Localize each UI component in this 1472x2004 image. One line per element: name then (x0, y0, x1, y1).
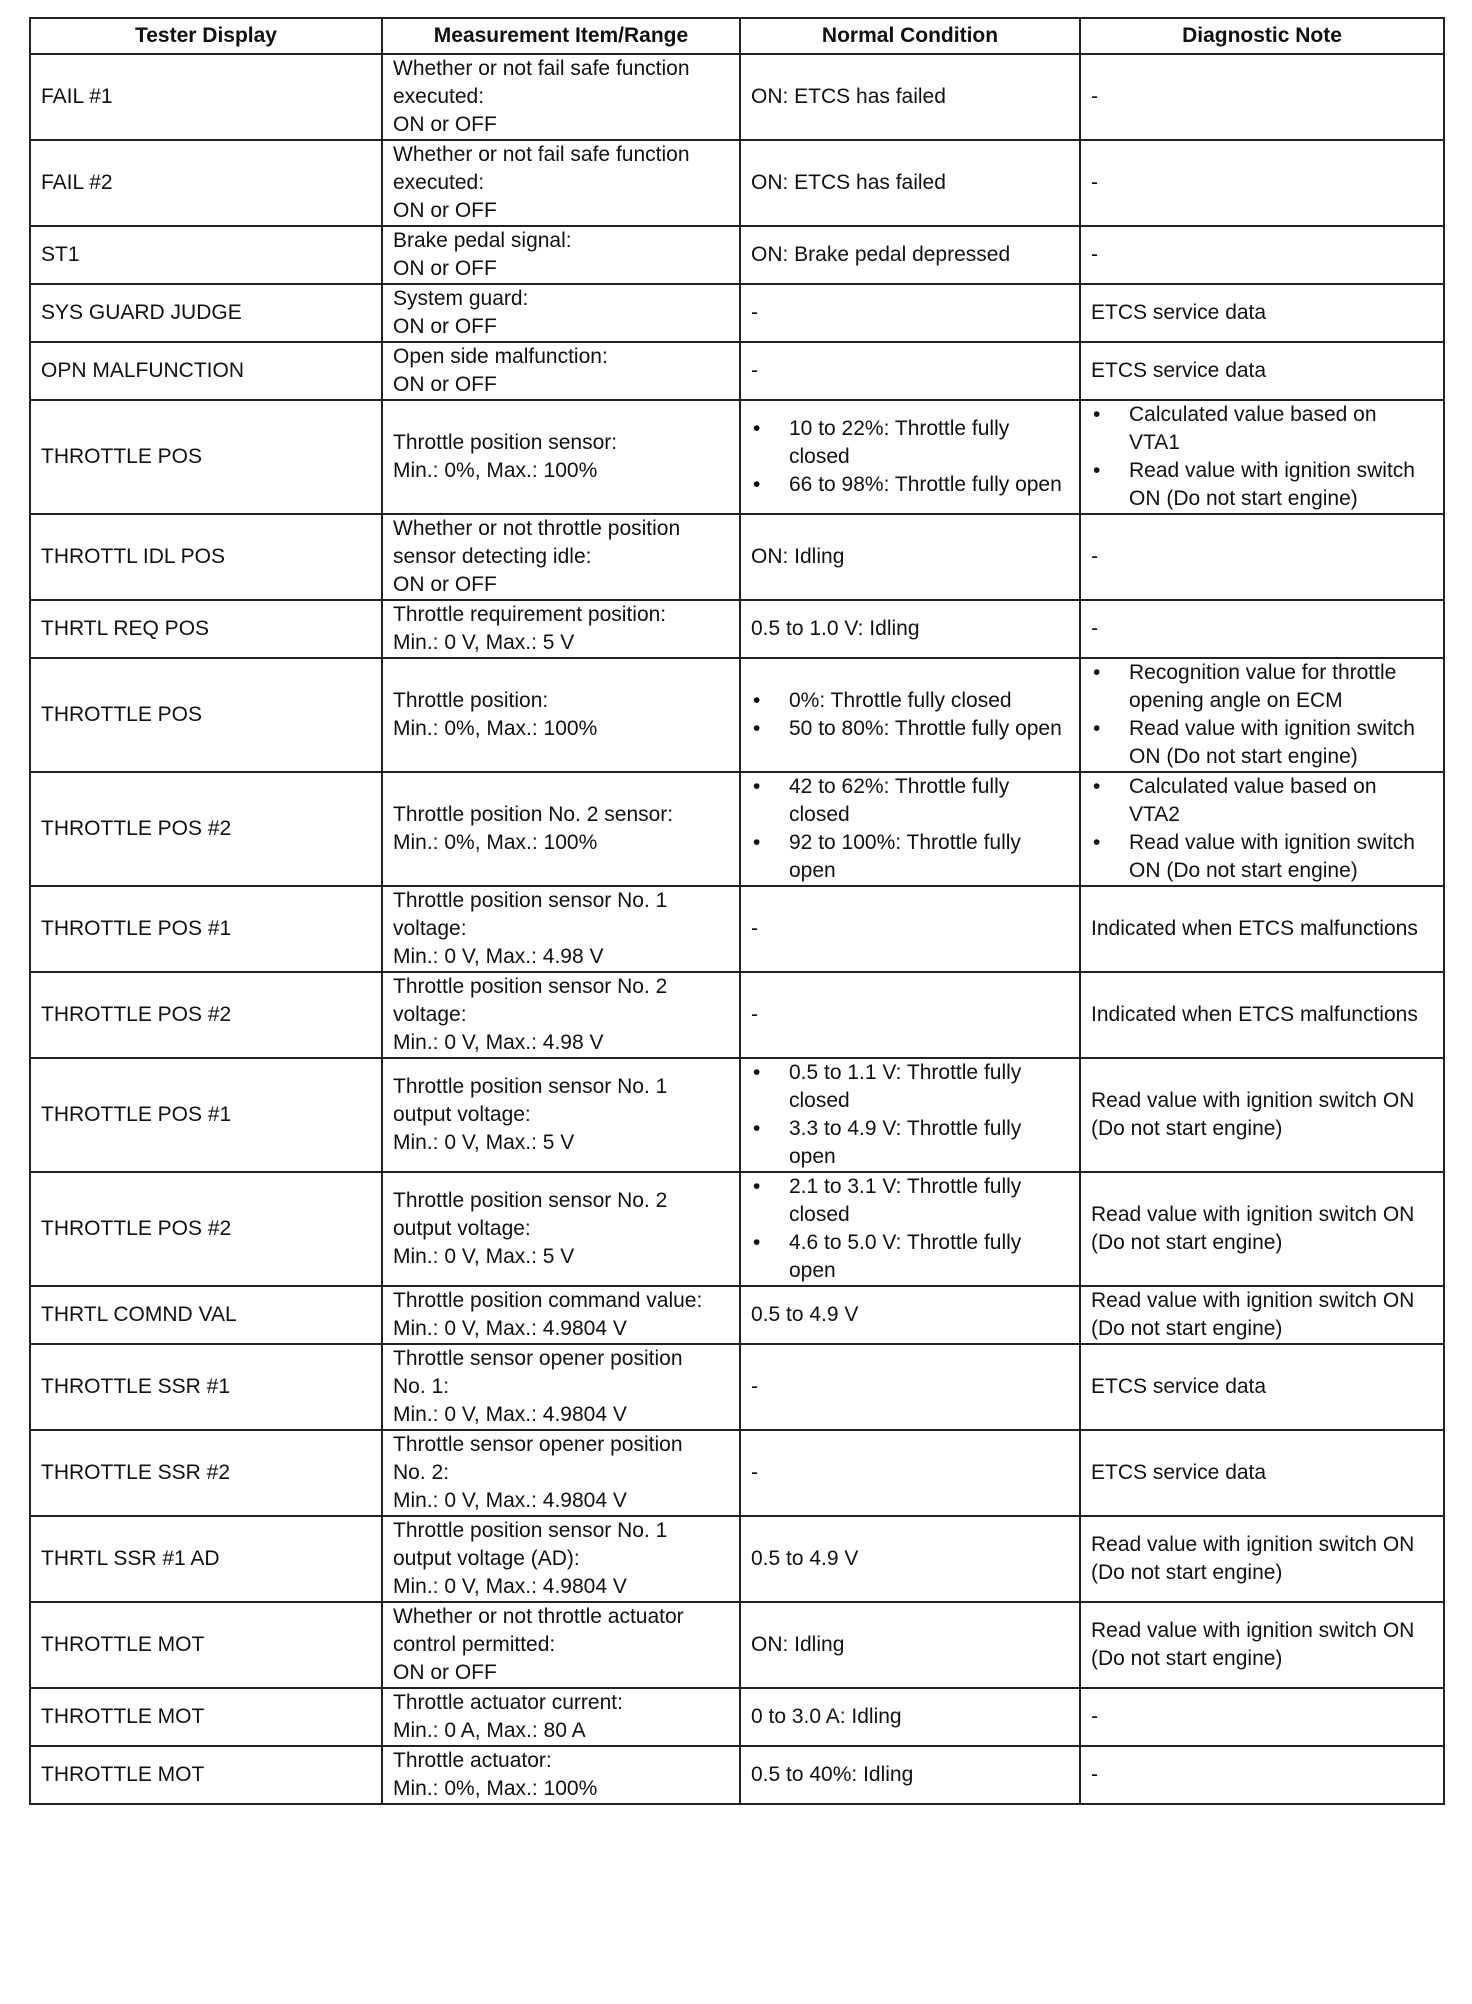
cell-line: Throttle position No. 2 sensor: (393, 803, 674, 826)
cell-line: Min.: 0 V, Max.: 4.98 V (393, 1031, 604, 1054)
cell-line: Whether or not fail safe function (393, 143, 690, 166)
normal-condition-cell: 0.5 to 40%: Idling (740, 1746, 1080, 1804)
measurement-cell (382, 886, 740, 972)
table-row (30, 886, 1444, 972)
bullet-item: • Read value with ignition switch ON (Do not start engine) (1091, 715, 1433, 771)
normal-condition-cell: ON: ETCS has failed (740, 140, 1080, 226)
bullet-list (1091, 659, 1433, 771)
bullet-item: • 42 to 62%: Throttle fully closed (751, 773, 1069, 829)
normal-condition-cell: - (740, 342, 1080, 400)
cell-line: voltage: (393, 1003, 467, 1026)
table-row (30, 1344, 1444, 1430)
bullet-list (751, 1173, 1069, 1285)
tester-display-cell: THRTL SSR #1 AD (30, 1516, 382, 1602)
normal-condition-cell: - (740, 972, 1080, 1058)
tester-display-cell: ST1 (30, 226, 382, 284)
cell-line: Open side malfunction: (393, 345, 608, 368)
table-row (30, 140, 1444, 226)
cell-line: Min.: 0 A, Max.: 80 A (393, 1719, 586, 1742)
table-row (30, 1746, 1444, 1804)
cell-line: output voltage: (393, 1103, 531, 1126)
measurement-cell (382, 1172, 740, 1286)
diagnostic-note-cell: ETCS service data (1080, 1344, 1444, 1430)
table-row (30, 658, 1444, 772)
table-row (30, 1602, 1444, 1688)
cell-line: Throttle position sensor No. 1 (393, 1075, 668, 1098)
measurement-cell (382, 972, 740, 1058)
normal-condition-cell: 0.5 to 4.9 V (740, 1516, 1080, 1602)
cell-line: Throttle position: (393, 689, 549, 712)
measurement-cell (382, 140, 740, 226)
measurement-cell (382, 54, 740, 140)
normal-condition-cell (740, 658, 1080, 772)
measurement-cell (382, 1430, 740, 1516)
cell-line: Whether or not throttle actuator (393, 1605, 684, 1628)
measurement-cell (382, 658, 740, 772)
cell-line: Min.: 0 V, Max.: 4.9804 V (393, 1575, 627, 1598)
cell-line: Throttle position sensor No. 1 (393, 1519, 668, 1542)
normal-condition-cell: - (740, 886, 1080, 972)
cell-line: Throttle actuator current: (393, 1691, 623, 1714)
cell-line: Whether or not throttle position (393, 517, 681, 540)
cell-line: No. 1: (393, 1375, 450, 1398)
bullet-item: • 2.1 to 3.1 V: Throttle fully closed (751, 1173, 1069, 1229)
tester-display-cell: THROTTLE POS (30, 400, 382, 514)
cell-line: Min.: 0 V, Max.: 4.9804 V (393, 1403, 627, 1426)
cell-line: voltage: (393, 917, 467, 940)
diagnostic-note-cell: - (1080, 1746, 1444, 1804)
measurement-cell (382, 342, 740, 400)
diagnostic-note-cell: - (1080, 1688, 1444, 1746)
cell-line: executed: (393, 85, 485, 108)
header-row (30, 18, 1444, 54)
tester-display-cell: THROTTLE POS #2 (30, 972, 382, 1058)
normal-condition-cell: ON: ETCS has failed (740, 54, 1080, 140)
cell-line: Throttle position sensor: (393, 431, 618, 454)
cell-line: Whether or not fail safe function (393, 57, 690, 80)
diagnostic-note-cell: ETCS service data (1080, 342, 1444, 400)
diagnostic-note-cell: Indicated when ETCS malfunctions (1080, 972, 1444, 1058)
tester-display-cell: THROTTLE POS #1 (30, 886, 382, 972)
tester-display-cell: FAIL #2 (30, 140, 382, 226)
tester-display-cell: THROTTLE POS (30, 658, 382, 772)
cell-line: ON or OFF (393, 1661, 497, 1684)
bullet-item: • 3.3 to 4.9 V: Throttle fully open (751, 1115, 1069, 1171)
cell-line: output voltage (AD): (393, 1547, 580, 1570)
bullet-item: • 4.6 to 5.0 V: Throttle fully open (751, 1229, 1069, 1285)
normal-condition-cell: ON: Idling (740, 1602, 1080, 1688)
diagnostic-note-cell: ETCS service data (1080, 1430, 1444, 1516)
bullet-list (751, 415, 1069, 499)
diagnostic-note-cell: - (1080, 54, 1444, 140)
diagnostic-note-cell: - (1080, 140, 1444, 226)
diagnostic-note-cell: - (1080, 226, 1444, 284)
cell-line: Min.: 0%, Max.: 100% (393, 459, 598, 482)
cell-line: Min.: 0%, Max.: 100% (393, 1777, 598, 1800)
cell-line: Throttle position sensor No. 2 (393, 975, 668, 998)
diagnostic-note-cell: Read value with ignition switch ON (Do not start engine) (1080, 1602, 1444, 1688)
cell-line: Throttle position command value: (393, 1289, 703, 1312)
table-row (30, 514, 1444, 600)
normal-condition-cell: 0.5 to 4.9 V (740, 1286, 1080, 1344)
header-diagnostic-note: Diagnostic Note (1080, 18, 1444, 54)
table-row (30, 772, 1444, 886)
cell-line: ON or OFF (393, 257, 497, 280)
bullet-item: • Read value with ignition switch ON (Do not start engine) (1091, 457, 1433, 513)
header-measurement-item: Measurement Item/Range (382, 18, 740, 54)
tester-display-cell: THRTL COMND VAL (30, 1286, 382, 1344)
tester-display-cell: THROTTLE MOT (30, 1688, 382, 1746)
cell-line: Throttle sensor opener position (393, 1433, 683, 1456)
diagnostic-note-cell (1080, 658, 1444, 772)
bullet-item: • 66 to 98%: Throttle fully open (751, 471, 1069, 499)
cell-line: sensor detecting idle: (393, 545, 592, 568)
tester-display-cell: THROTTL IDL POS (30, 514, 382, 600)
tester-display-cell: SYS GUARD JUDGE (30, 284, 382, 342)
cell-line: No. 2: (393, 1461, 450, 1484)
bullet-item: • 50 to 80%: Throttle fully open (751, 715, 1069, 743)
tester-display-cell: THROTTLE POS #1 (30, 1058, 382, 1172)
cell-line: Throttle position sensor No. 2 (393, 1189, 668, 1212)
table-row (30, 1430, 1444, 1516)
measurement-cell (382, 600, 740, 658)
cell-line: ON or OFF (393, 573, 497, 596)
table-row (30, 226, 1444, 284)
diagnostic-note-cell: Indicated when ETCS malfunctions (1080, 886, 1444, 972)
cell-line: Throttle sensor opener position (393, 1347, 683, 1370)
cell-line: control permitted: (393, 1633, 556, 1656)
cell-line: Min.: 0%, Max.: 100% (393, 717, 598, 740)
bullet-item: • Calculated value based on VTA1 (1091, 401, 1433, 457)
measurement-cell (382, 284, 740, 342)
normal-condition-cell: - (740, 1430, 1080, 1516)
normal-condition-cell (740, 1058, 1080, 1172)
table-row (30, 400, 1444, 514)
normal-condition-cell: - (740, 284, 1080, 342)
cell-line: System guard: (393, 287, 529, 310)
cell-line: Min.: 0 V, Max.: 4.9804 V (393, 1489, 627, 1512)
cell-line: Min.: 0 V, Max.: 5 V (393, 1245, 575, 1268)
measurement-cell (382, 226, 740, 284)
normal-condition-cell: ON: Idling (740, 514, 1080, 600)
bullet-item: • 0.5 to 1.1 V: Throttle fully closed (751, 1059, 1069, 1115)
cell-line: Min.: 0%, Max.: 100% (393, 831, 598, 854)
cell-line: ON or OFF (393, 199, 497, 222)
table-body (30, 54, 1444, 1804)
table-row (30, 972, 1444, 1058)
normal-condition-cell (740, 772, 1080, 886)
bullet-item: • 92 to 100%: Throttle fully open (751, 829, 1069, 885)
measurement-cell (382, 400, 740, 514)
diagnostic-note-cell (1080, 772, 1444, 886)
data-list-page (29, 17, 1443, 1805)
cell-line: Min.: 0 V, Max.: 5 V (393, 1131, 575, 1154)
tester-display-cell: THROTTLE MOT (30, 1746, 382, 1804)
diagnostic-note-cell: - (1080, 514, 1444, 600)
table-row (30, 1058, 1444, 1172)
table-row (30, 600, 1444, 658)
cell-line: output voltage: (393, 1217, 531, 1240)
table-row (30, 54, 1444, 140)
bullet-list (751, 773, 1069, 885)
cell-line: Throttle position sensor No. 1 (393, 889, 668, 912)
bullet-item: • Recognition value for throttle opening angle on ECM (1091, 659, 1433, 715)
diagnostic-note-cell: Read value with ignition switch ON (Do not start engine) (1080, 1286, 1444, 1344)
normal-condition-cell: ON: Brake pedal depressed (740, 226, 1080, 284)
cell-line: executed: (393, 171, 485, 194)
measurement-cell (382, 1602, 740, 1688)
table-row (30, 1286, 1444, 1344)
measurement-cell (382, 1746, 740, 1804)
bullet-item: • 10 to 22%: Throttle fully closed (751, 415, 1069, 471)
measurement-cell (382, 514, 740, 600)
cell-line: Throttle actuator: (393, 1749, 552, 1772)
data-list-table (29, 17, 1445, 1805)
diagnostic-note-cell: Read value with ignition switch ON (Do not start engine) (1080, 1172, 1444, 1286)
measurement-cell (382, 1688, 740, 1746)
tester-display-cell: FAIL #1 (30, 54, 382, 140)
diagnostic-note-cell: ETCS service data (1080, 284, 1444, 342)
tester-display-cell: THRTL REQ POS (30, 600, 382, 658)
header-tester-display: Tester Display (30, 18, 382, 54)
measurement-cell (382, 1344, 740, 1430)
measurement-cell (382, 1058, 740, 1172)
cell-line: Min.: 0 V, Max.: 4.9804 V (393, 1317, 627, 1340)
tester-display-cell: THROTTLE SSR #2 (30, 1430, 382, 1516)
cell-line: ON or OFF (393, 315, 497, 338)
diagnostic-note-cell: - (1080, 600, 1444, 658)
tester-display-cell: THROTTLE MOT (30, 1602, 382, 1688)
bullet-item: • Calculated value based on VTA2 (1091, 773, 1433, 829)
normal-condition-cell: 0.5 to 1.0 V: Idling (740, 600, 1080, 658)
normal-condition-cell: 0 to 3.0 A: Idling (740, 1688, 1080, 1746)
table-row (30, 342, 1444, 400)
tester-display-cell: OPN MALFUNCTION (30, 342, 382, 400)
table-row (30, 1172, 1444, 1286)
bullet-list (751, 687, 1069, 743)
tester-display-cell: THROTTLE POS #2 (30, 772, 382, 886)
bullet-item: • 0%: Throttle fully closed (751, 687, 1069, 715)
table-row (30, 1516, 1444, 1602)
bullet-list (751, 1059, 1069, 1171)
table-row (30, 1688, 1444, 1746)
diagnostic-note-cell (1080, 400, 1444, 514)
tester-display-cell: THROTTLE SSR #1 (30, 1344, 382, 1430)
header-normal-condition: Normal Condition (740, 18, 1080, 54)
diagnostic-note-cell: Read value with ignition switch ON (Do not start engine) (1080, 1058, 1444, 1172)
tester-display-cell: THROTTLE POS #2 (30, 1172, 382, 1286)
normal-condition-cell (740, 1172, 1080, 1286)
bullet-item: • Read value with ignition switch ON (Do not start engine) (1091, 829, 1433, 885)
diagnostic-note-cell: Read value with ignition switch ON (Do not start engine) (1080, 1516, 1444, 1602)
table-row (30, 284, 1444, 342)
cell-line: Min.: 0 V, Max.: 5 V (393, 631, 575, 654)
measurement-cell (382, 1286, 740, 1344)
cell-line: ON or OFF (393, 113, 497, 136)
cell-line: Throttle requirement position: (393, 603, 667, 626)
cell-line: ON or OFF (393, 373, 497, 396)
bullet-list (1091, 401, 1433, 513)
measurement-cell (382, 1516, 740, 1602)
normal-condition-cell (740, 400, 1080, 514)
cell-line: Min.: 0 V, Max.: 4.98 V (393, 945, 604, 968)
measurement-cell (382, 772, 740, 886)
bullet-list (1091, 773, 1433, 885)
normal-condition-cell: - (740, 1344, 1080, 1430)
cell-line: Brake pedal signal: (393, 229, 572, 252)
